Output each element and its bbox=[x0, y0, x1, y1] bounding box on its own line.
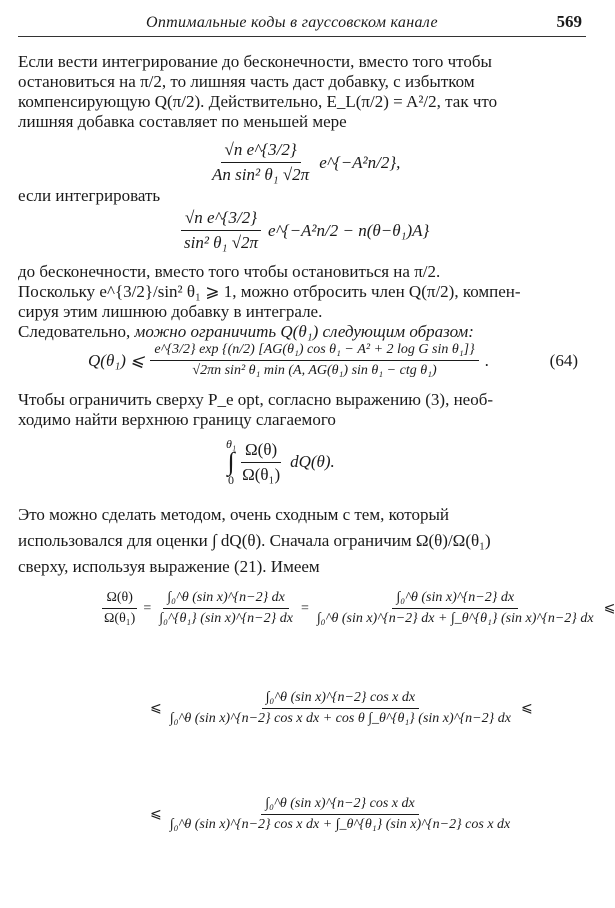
page-header bbox=[18, 8, 586, 36]
integral-sign: θ₁ ∫ 0 bbox=[226, 437, 237, 487]
text-line: сверху, используя выражение (21). Имеем bbox=[18, 557, 320, 576]
exponential-term: e^{−A²n/2}, bbox=[319, 152, 401, 172]
fraction bbox=[166, 690, 515, 727]
text-line: Если вести интегрирование до бесконечности, вместо того чтобы bbox=[18, 52, 492, 71]
fraction-denominator: Ω(θ₁) bbox=[242, 464, 281, 484]
exponential-term: e^{−A²n/2 − n(θ−θ₁)A} bbox=[268, 220, 430, 240]
fraction-numerator: ∫₀^θ (sin x)^{n−2} dx bbox=[163, 590, 289, 609]
fraction-numerator: ∫₀^θ (sin x)^{n−2} cos x dx bbox=[262, 690, 420, 709]
fraction bbox=[100, 590, 139, 627]
equation-integral bbox=[226, 438, 335, 486]
less-equal-sign: ⩽ bbox=[150, 701, 162, 716]
inequality-row-2 bbox=[150, 690, 533, 727]
paragraph-3 bbox=[18, 262, 568, 322]
integral-upper-limit: θ₁ bbox=[226, 437, 237, 451]
text-line: Поскольку e^{3/2}/sin² θ₁ ⩾ 1, можно отбросить член Q(π/2), компен- bbox=[18, 282, 521, 301]
fraction bbox=[155, 590, 297, 627]
less-equal-sign: ⩽ bbox=[603, 601, 615, 616]
text-line: до бесконечности, вместо того чтобы остановиться на π/2. bbox=[18, 262, 441, 281]
fraction bbox=[150, 342, 478, 379]
equation-2 bbox=[180, 208, 429, 253]
fraction bbox=[180, 208, 262, 253]
text-italic: можно ограничить Q(θ₁) следующим образом: bbox=[134, 322, 474, 341]
text-line: компенсирующую Q(π/2). Действительно, E_L(π/2) = A²/2, так что bbox=[18, 92, 498, 111]
less-equal-sign: ⩽ bbox=[150, 807, 162, 822]
fraction-numerator: √n e^{3/2} bbox=[181, 208, 261, 231]
fraction bbox=[313, 590, 598, 627]
equation-1 bbox=[208, 140, 400, 185]
equation-lhs: Q(θ₁) ⩽ bbox=[88, 350, 145, 370]
fraction-denominator: ∫₀^θ (sin x)^{n−2} cos x dx + ∫_θ^{θ₁} (sin x)^{n−2} cos x dx bbox=[169, 817, 511, 832]
differential: dQ(θ). bbox=[290, 452, 335, 471]
text-line: ходимо найти верхнюю границу слагаемого bbox=[18, 410, 336, 429]
text-plain: Следовательно, bbox=[18, 322, 131, 341]
text-line bbox=[18, 322, 568, 342]
paragraph-4 bbox=[18, 322, 568, 342]
fraction-denominator: sin² θ₁ √2π bbox=[184, 233, 259, 252]
paragraph-1 bbox=[18, 52, 568, 132]
fraction-numerator: Ω(θ) bbox=[102, 590, 136, 609]
text-line: Чтобы ограничить сверху P_e opt, согласно выражению (3), необ- bbox=[18, 390, 494, 409]
fraction-numerator: √n e^{3/2} bbox=[221, 140, 301, 163]
fraction-numerator: Ω(θ) bbox=[241, 440, 281, 463]
fraction-numerator: ∫₀^θ (sin x)^{n−2} dx bbox=[392, 590, 518, 609]
page-number: 569 bbox=[556, 12, 582, 31]
text-line: если интегрировать bbox=[18, 186, 161, 205]
inequality-row-3 bbox=[150, 796, 514, 833]
equation-number: (64) bbox=[549, 350, 578, 370]
fraction-denominator: An sin² θ₁ √2π bbox=[212, 165, 310, 184]
fraction-denominator: Ω(θ₁) bbox=[104, 611, 136, 626]
paragraph-2 bbox=[18, 186, 568, 206]
integral-lower-limit: 0 bbox=[228, 473, 235, 487]
fraction bbox=[208, 140, 313, 185]
running-title: Оптимальные коды в гауссовском канале bbox=[146, 14, 438, 31]
equals-sign: = bbox=[300, 600, 309, 616]
text-line: сируя этим лишнюю добавку в интеграле. bbox=[18, 302, 323, 321]
fraction-denominator: ∫₀^θ (sin x)^{n−2} dx + ∫_θ^{θ₁} (sin x)^{n−2} dx bbox=[316, 611, 594, 626]
text-line: Это можно сделать методом, очень сходным с тем, который bbox=[18, 505, 450, 524]
inequality-row-1 bbox=[100, 590, 615, 627]
fraction bbox=[238, 440, 284, 485]
equals-sign: = bbox=[143, 600, 152, 616]
header-rule bbox=[18, 36, 586, 37]
equation-end: . bbox=[484, 350, 489, 370]
paragraph-6 bbox=[18, 502, 568, 580]
less-equal-sign: ⩽ bbox=[520, 701, 533, 716]
fraction bbox=[166, 796, 515, 833]
fraction-numerator: e^{3/2} exp {(n/2) [AG(θ₁) cos θ₁ − A² + 2 log G sin θ₁]} bbox=[150, 342, 478, 361]
text-line: остановиться на π/2, то лишняя часть даст добавку, с избытком bbox=[18, 72, 475, 91]
fraction-denominator: √2πn sin² θ₁ min (A, AG(θ₁) sin θ₁ − ctg θ₁) bbox=[192, 363, 437, 378]
text-line: лишняя добавка составляет по меньшей мере bbox=[18, 112, 347, 131]
fraction-numerator: ∫₀^θ (sin x)^{n−2} cos x dx bbox=[261, 796, 419, 815]
fraction-denominator: ∫₀^θ (sin x)^{n−2} cos x dx + cos θ ∫_θ^{θ₁} (sin x)^{n−2} dx bbox=[169, 711, 511, 726]
fraction-denominator: ∫₀^{θ₁} (sin x)^{n−2} dx bbox=[159, 611, 293, 626]
paragraph-5 bbox=[18, 390, 568, 430]
equation-64 bbox=[88, 342, 578, 379]
text-line: использовался для оценки ∫ dQ(θ). Сначала ограничим Ω(θ)/Ω(θ₁) bbox=[18, 531, 491, 550]
